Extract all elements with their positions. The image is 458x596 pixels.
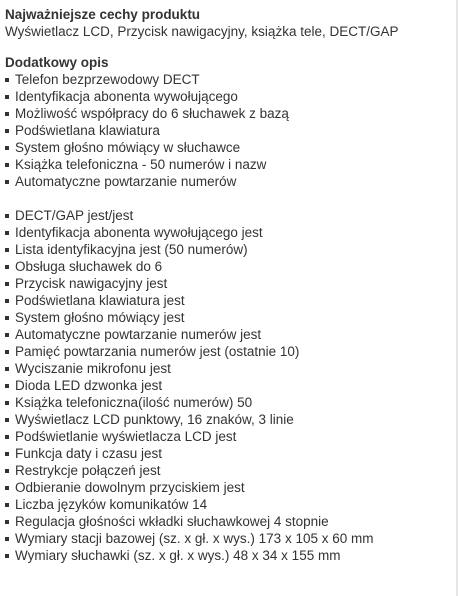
list-item-text: Lista identyfikacyjna jest (50 numerów): [15, 242, 248, 257]
bullet-icon: [5, 418, 9, 422]
section-spacer: [5, 40, 451, 54]
list-item: [5, 394, 451, 411]
list-item: [5, 445, 451, 462]
list-item: [5, 241, 451, 258]
bullet-icon: [5, 367, 9, 371]
bullet-icon: [5, 231, 9, 235]
list-item: [5, 377, 451, 394]
bullet-icon: [5, 333, 9, 337]
list-spacer: [5, 190, 451, 207]
list-item-text: Podświetlana klawiatura: [15, 123, 160, 138]
list-item: [5, 173, 451, 190]
list-item: [5, 122, 451, 139]
bullet-icon: [5, 112, 9, 116]
bullet-icon: [5, 265, 9, 269]
list-item: [5, 496, 451, 513]
bullet-icon: [5, 520, 9, 524]
bullet-icon: [5, 486, 9, 490]
list-item-text: Przycisk nawigacyjny jest: [15, 276, 168, 291]
list-item: [5, 479, 451, 496]
list-item: [5, 309, 451, 326]
list-item-text: Dioda LED dzwonka jest: [15, 378, 163, 393]
bullet-icon: [5, 554, 9, 558]
bullet-icon: [5, 214, 9, 218]
list-item: [5, 343, 451, 360]
bullet-icon: [5, 503, 9, 507]
bullet-icon: [5, 452, 9, 456]
bullet-icon: [5, 537, 9, 541]
list-item-text: Wyświetlacz LCD punktowy, 16 znaków, 3 linie: [15, 412, 294, 427]
bullet-icon: [5, 180, 9, 184]
list-item-text: Pamięć powtarzania numerów jest (ostatnie 10): [15, 344, 300, 359]
bullet-icon: [5, 469, 9, 473]
bullet-icon: [5, 78, 9, 82]
bullet-icon: [5, 129, 9, 133]
list-item-text: Możliwość współpracy do 6 słuchawek z bazą: [15, 106, 289, 121]
bullet-icon: [5, 384, 9, 388]
list-item-text: System głośno mówiący w słuchawce: [15, 140, 241, 155]
bullet-icon: [5, 299, 9, 303]
list-item-text: Automatyczne powtarzanie numerów jest: [15, 327, 262, 342]
list-item: [5, 547, 451, 564]
bullet-icon: [5, 316, 9, 320]
bullet-icon: [5, 248, 9, 252]
list-item: [5, 139, 451, 156]
list-item-text: Regulacja głośności wkładki słuchawkowej 4 stopnie: [15, 514, 329, 529]
list-item: [5, 513, 451, 530]
list-item-text: Identyfikacja abonenta wywołującego: [15, 89, 238, 104]
feature-list-short: [5, 71, 451, 190]
bullet-icon: [5, 95, 9, 99]
list-item: [5, 105, 451, 122]
list-item-text: Restrykcje połączeń jest: [15, 463, 161, 478]
list-item-text: Książka telefoniczna - 50 numerów i nazw: [15, 157, 267, 172]
list-item-text: Obsługa słuchawek do 6: [15, 259, 163, 274]
bullet-icon: [5, 401, 9, 405]
list-item: [5, 275, 451, 292]
list-item-text: Automatyczne powtarzanie numerów: [15, 174, 237, 189]
list-item-text: Książka telefoniczna(ilość numerów) 50: [15, 395, 253, 410]
feature-list-detailed: [5, 207, 451, 564]
list-item-text: Wyciszanie mikrofonu jest: [15, 361, 171, 376]
list-item: [5, 88, 451, 105]
list-item: [5, 71, 451, 88]
list-item: [5, 411, 451, 428]
list-item: [5, 258, 451, 275]
list-item-text: Telefon bezprzewodowy DECT: [15, 72, 200, 87]
bullet-icon: [5, 146, 9, 150]
list-item: [5, 156, 451, 173]
list-item: [5, 428, 451, 445]
list-item-text: Wymiary słuchawki (sz. x gł. x wys.) 48 x 34 x 155 mm: [15, 548, 341, 563]
list-item-text: Podświetlana klawiatura jest: [15, 293, 185, 308]
features-text: Wyświetlacz LCD, Przycisk nawigacyjny, książka tele, DECT/GAP: [5, 24, 399, 39]
list-item-text: Wymiary stacji bazowej (sz. x gł. x wys.) 173 x 105 x 60 mm: [15, 531, 374, 546]
bullet-icon: [5, 282, 9, 286]
bullet-icon: [5, 435, 9, 439]
features-heading: Najważniejsze cechy produktu: [5, 7, 201, 22]
list-item: [5, 530, 451, 547]
bullet-icon: [5, 163, 9, 167]
list-item-text: DECT/GAP jest/jest: [15, 208, 134, 223]
product-description: [5, 6, 451, 564]
list-item: [5, 360, 451, 377]
list-item: [5, 326, 451, 343]
list-item-text: Podświetlanie wyświetlacza LCD jest: [15, 429, 237, 444]
list-item-text: Identyfikacja abonenta wywołującego jest: [15, 225, 263, 240]
bullet-icon: [5, 350, 9, 354]
list-item-text: System głośno mówiący jest: [15, 310, 185, 325]
list-item-text: Odbieranie dowolnym przyciskiem jest: [15, 480, 245, 495]
list-item: [5, 292, 451, 309]
list-item: [5, 207, 451, 224]
list-item-text: Funkcja daty i czasu jest: [15, 446, 163, 461]
list-item: [5, 462, 451, 479]
list-item-text: Liczba języków komunikatów 14: [15, 497, 208, 512]
extra-heading: Dodatkowy opis: [5, 55, 109, 70]
list-item: [5, 224, 451, 241]
